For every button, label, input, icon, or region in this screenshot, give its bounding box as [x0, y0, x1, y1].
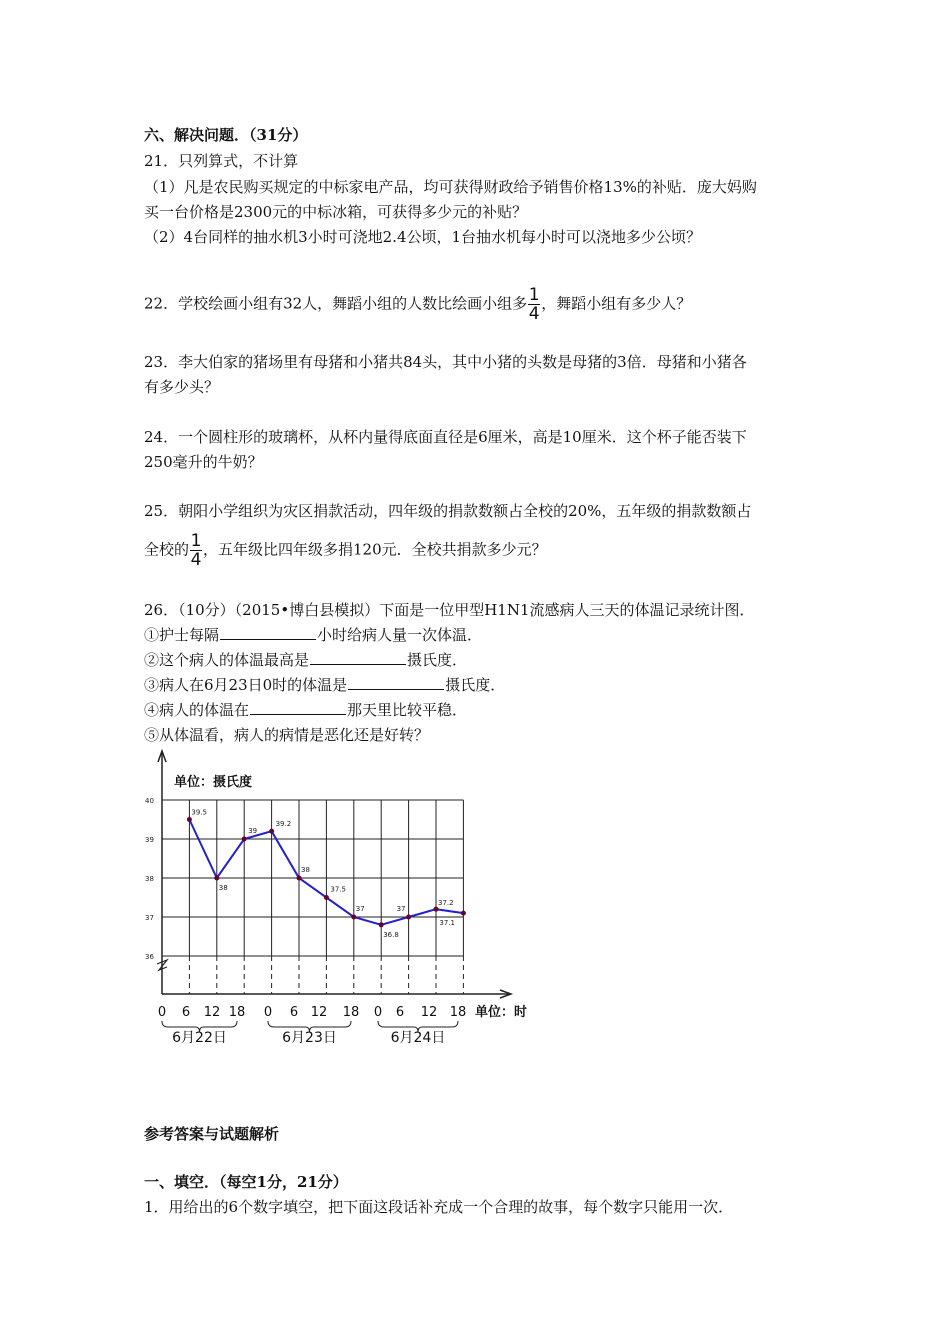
- day-label: 6月22日: [172, 1030, 227, 1046]
- data-label: 38: [218, 884, 228, 892]
- data-point: [269, 829, 274, 834]
- data-label: 39.2: [275, 820, 292, 829]
- q22-text-before: 22．学校绘画小组有32人，舞蹈小组的人数比绘画小组多: [144, 294, 528, 313]
- data-point: [461, 911, 466, 916]
- data-label: 36.8: [383, 930, 399, 939]
- x-tick-label: 0: [263, 1005, 273, 1020]
- y-tick-label: 40: [145, 797, 154, 805]
- data-label: 38: [301, 866, 310, 874]
- data-point: [242, 837, 247, 842]
- q26-sub2: [144, 649, 467, 671]
- data-label: 37.1: [439, 919, 455, 928]
- y-unit-label: 单位：摄氏度: [174, 775, 253, 790]
- q23-line2: 有多少头？: [144, 378, 220, 396]
- answers-section1-heading: 一、填空．（每空1分，21分）: [144, 1173, 348, 1191]
- x-tick-label: 0: [373, 1005, 383, 1020]
- q26-sub1-b: 小时给病人量一次体温．: [317, 626, 483, 644]
- data-point: [379, 922, 384, 927]
- q23-line1: 23．李大伯家的猪场里有母猪和小猪共84头，其中小猪的头数是母猪的3倍．母猪和小猪各: [144, 353, 747, 371]
- answer-blank[interactable]: [310, 650, 406, 665]
- q26-sub4-b: 那天里比较平稳．: [347, 701, 468, 719]
- x-tick-label: 0: [157, 1005, 167, 1020]
- x-tick-label: 18: [228, 1005, 246, 1020]
- q25-text-before: 全校的: [144, 540, 190, 559]
- data-label: 37: [355, 905, 365, 913]
- q21-part2: （2）4台同样的抽水机3小时可浇地2.4公顷，1台抽水机每小时可以浇地多少公顷？: [144, 228, 702, 246]
- q25-line2: [144, 533, 547, 568]
- data-label: 39: [248, 827, 258, 835]
- q25-line1: 25．朝阳小学组织为灾区捐款活动，四年级的捐款数额占全校的20%，五年级的捐款数额占: [144, 502, 752, 520]
- q26-sub1-a: ①护士每隔: [144, 626, 220, 644]
- q26-sub4: [144, 699, 467, 721]
- answer-blank[interactable]: [348, 675, 444, 690]
- data-label: 37.5: [330, 885, 346, 894]
- y-tick-label: 37: [145, 914, 154, 922]
- q26-sub3-a: ③病人在6月23日0时的体温是: [144, 676, 348, 694]
- q26-sub3-b: 摄氏度．: [445, 676, 506, 694]
- q22-text-after: ，舞蹈小组有多少人？: [541, 294, 692, 313]
- fraction-denominator: 4: [528, 304, 540, 324]
- fraction-denominator: 4: [190, 550, 202, 570]
- x-tick-label: 12: [310, 1005, 328, 1020]
- q26-sub5: ⑤从体温看，病人的病情是恶化还是好转？: [144, 726, 430, 744]
- q21-title: 21．只列算式，不计算: [144, 152, 299, 170]
- data-label: 39.5: [191, 808, 207, 817]
- answer-blank[interactable]: [220, 625, 316, 640]
- q26-sub2-a: ②这个病人的体温最高是: [144, 651, 310, 669]
- x-tick-label: 6: [289, 1005, 299, 1020]
- q22-fraction: [528, 287, 540, 322]
- x-tick-label: 12: [420, 1005, 438, 1020]
- q26-title: 26．（10分）（2015•博白县模拟）下面是一位甲型H1N1流感病人三天的体温记录统计图．: [144, 601, 755, 619]
- fraction-numerator: 1: [528, 285, 540, 305]
- section6-heading: 六、解决问题．（31分）: [144, 126, 308, 144]
- y-tick-label: 39: [145, 836, 154, 844]
- answers-q1: 1．用给出的6个数字填空，把下面这段话补充成一个合理的故事，每个数字只能用一次．: [144, 1198, 734, 1216]
- data-label: 37: [396, 905, 406, 913]
- y-tick-label: 38: [145, 875, 154, 883]
- q26-sub3: [144, 674, 505, 696]
- temperature-line-chart: [140, 748, 540, 1048]
- data-point: [214, 876, 219, 881]
- data-point: [434, 907, 439, 912]
- answers-heading: 参考答案与试题解析: [144, 1125, 280, 1143]
- q25-fraction: [190, 533, 202, 568]
- x-tick-label: 6: [181, 1005, 191, 1020]
- data-label: 37.2: [438, 899, 454, 908]
- x-unit-label: 单位：时: [475, 1005, 528, 1020]
- x-tick-label: 12: [203, 1005, 221, 1020]
- x-tick-label: 18: [342, 1005, 360, 1020]
- fraction-numerator: 1: [190, 531, 202, 551]
- data-point: [351, 915, 356, 920]
- day-label: 6月23日: [282, 1030, 337, 1046]
- x-tick-label: 18: [449, 1005, 467, 1020]
- y-tick-label: 36: [145, 953, 154, 961]
- q26-sub1: [144, 624, 482, 646]
- q26-sub2-b: 摄氏度．: [407, 651, 468, 669]
- q21-part1-line2: 买一台价格是2300元的中标冰箱，可获得多少元的补贴？: [144, 203, 528, 221]
- answer-blank[interactable]: [250, 700, 346, 715]
- q24-line1: 24．一个圆柱形的玻璃杯，从杯内量得底面直径是6厘米，高是10厘米．这个杯子能否装下: [144, 428, 747, 446]
- q24-line2: 250毫升的牛奶？: [144, 453, 263, 471]
- data-point: [324, 895, 329, 900]
- data-point: [406, 915, 411, 920]
- data-point: [297, 876, 302, 881]
- q21-part1-line1: （1）凡是农民购买规定的中标家电产品，均可获得财政给予销售价格13%的补贴．庞大妈购: [144, 178, 757, 196]
- q25-text-after: ，五年级比四年级多捐120元．全校共捐款多少元？: [203, 540, 547, 559]
- day-label: 6月24日: [390, 1030, 446, 1046]
- x-tick-label: 6: [395, 1005, 405, 1020]
- q22: [144, 287, 691, 322]
- q26-sub4-a: ④病人的体温在: [144, 701, 250, 719]
- data-point: [187, 817, 192, 822]
